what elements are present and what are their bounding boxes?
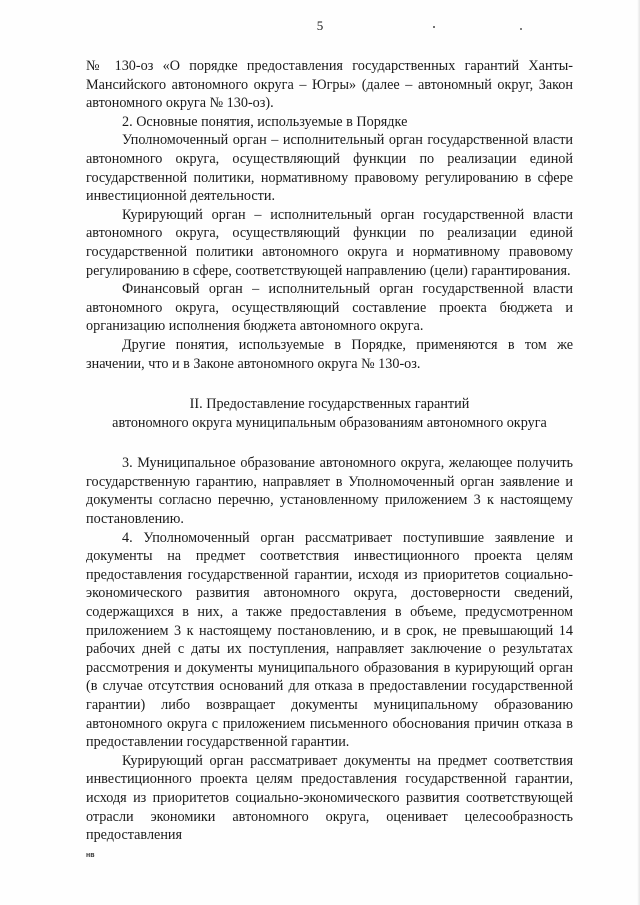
section-heading-line-1: II. Предоставление государственных гарантий bbox=[189, 396, 470, 413]
paragraph-financial-body: Финансовый орган – исполнительный орган государственной власти автономного округа, осуществляющий составление проекта бюджета и организацию исполнения бюджета автономного округа. bbox=[86, 281, 573, 335]
footer-initials: нв bbox=[86, 852, 95, 859]
page-number: 5 bbox=[316, 18, 324, 33]
scan-speck bbox=[520, 28, 522, 30]
paragraph-supervising-review: Курирующий орган рассматривает документы на предмет соответствия инвестиционного проекта целям предоставления государственной гарантии, исходя из приоритетов социально-экономического развития соответствующей отрасли экономики автономного округа, оценивает целесообразность предоставления bbox=[86, 752, 573, 844]
paragraph-item-4: 4. Уполномоченный орган рассматривает поступившие заявление и документы на предмет соответствия инвестиционного проекта целям предоставления государственной гарантии, исходя из приоритетов социально-экономического развития автономного округа, достоверности сведений, содержащихся в них, а также предоставления в объеме, предусмотренном приложением 3 к настоящему постановлению, и в срок, не превышающий 14 рабочих дней с даты их поступления, направляет заключение о результатах рассмотрения и документы муниципального образования в курирующий орган (в случае отсутствия оснований для отказа в предоставлении государственной гарантии) либо возвращает документы муниципальному образованию автономного округа с приложением письменного обоснования причин отказа в предоставлении государственной гарантии. bbox=[86, 529, 573, 751]
paragraph-item-3: 3. Муниципальное образование автономного округа, желающее получить государственную гарантию, направляет в Уполномоченный орган заявление и документы согласно перечню, установленному приложением 3 к настоящему постановлению. bbox=[86, 455, 573, 528]
paragraph-item-2-heading: 2. Основные понятия, используемые в Порядке bbox=[122, 113, 408, 130]
paragraph-authorized-body: Уполномоченный орган – исполнительный орган государственной власти автономного округа, осуществляющий функции по реализации единой государственной политики, нормативному правовому регулированию в сфере инвестиционной деятельности. bbox=[86, 132, 573, 205]
document-body bbox=[86, 57, 573, 845]
section-heading bbox=[86, 395, 573, 432]
scan-speck bbox=[433, 26, 435, 28]
paragraph-law-reference: № 130-оз «О порядке предоставления государственных гарантий Ханты-Мансийского автономного округа – Югры» (далее – автономный округ, Закон автономного округа № 130-оз). bbox=[86, 58, 573, 112]
paragraph-supervising-body: Курирующий орган – исполнительный орган государственной власти автономного округа, осуществляющий функции по реализации единой государственной политики автономного округа и нормативному правовому регулированию в сфере, соответствующей направлению (цели) гарантирования. bbox=[86, 206, 573, 279]
paragraph-other-terms: Другие понятия, используемые в Порядке, применяются в том же значении, что и в Законе автономного округа № 130-оз. bbox=[86, 336, 573, 372]
section-heading-line-2: автономного округа муниципальным образованиям автономного округа bbox=[112, 414, 547, 431]
